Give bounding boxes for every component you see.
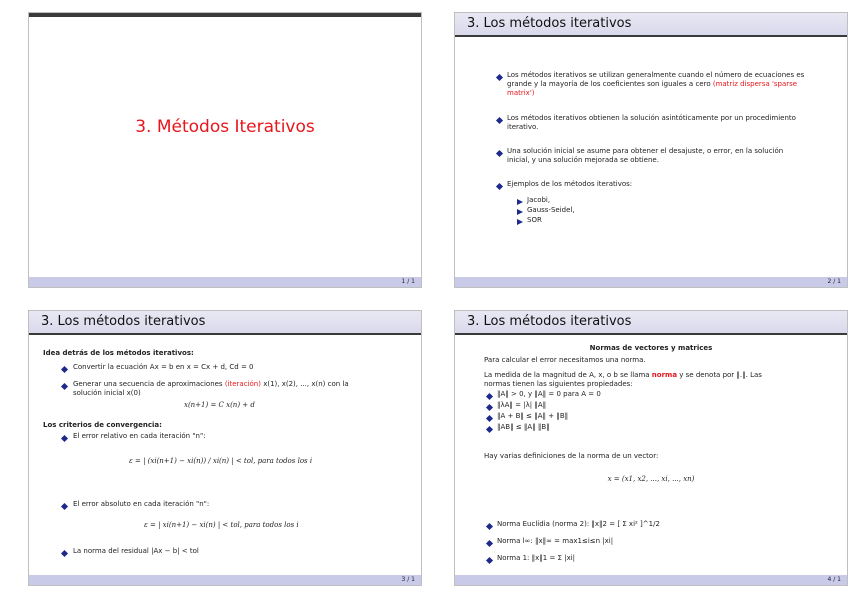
norm-definition: Norma 1: ‖x‖1 = Σ |xi| [497,554,576,562]
slide-2[interactable] [454,12,848,288]
diamond-bullet-icon [486,393,493,400]
diamond-bullet-icon [486,523,493,530]
section-heading: Los criterios de convergencia: [43,421,162,429]
diamond-bullet-icon [61,503,68,510]
paragraph-continued: normas tienen las siguientes propiedades: [484,380,633,388]
norm-definition: Norma Euclídia (norma 2): ‖x‖2 = [ Σ xi² ]^1/2 [497,520,660,528]
page-number: 4 / 1 [827,576,841,583]
slide-header-title: 3. Los métodos iterativos [467,314,632,329]
slide-top-bar [29,13,421,17]
triangle-bullet-icon [517,209,523,215]
bullet-text: Una solución inicial se asume para obtener el desajuste, o error, en la solución inicial, y una solución mejorada se obtiene. [507,147,784,164]
equation: ε = | xi(n+1) − xi(n) | < tol, para todos los i [144,521,299,529]
slide-header [455,311,847,335]
property-item: ‖λA‖ = |λ| ‖A‖ [497,401,547,409]
property-item: ‖AB‖ ≤ ‖A‖ ‖B‖ [497,423,550,431]
page-number: 3 / 1 [401,576,415,583]
paragraph: La medida de la magnitud de A, x, o b se llama norma y se denota por ‖.‖. Las [484,371,762,379]
bullet-text: Ejemplos de los métodos iterativos: [507,180,633,188]
diamond-bullet-icon [496,117,503,124]
diamond-bullet-icon [61,383,68,390]
diamond-bullet-icon [486,557,493,564]
diamond-bullet-icon [61,550,68,557]
equation: ε = | (xi(n+1) − xi(n)) / xi(n) | < tol, para todos los i [129,457,313,465]
highlight-text: (matriz dispersa 'sparse matrix') [507,80,798,97]
diamond-bullet-icon [486,415,493,422]
diamond-bullet-icon [486,540,493,547]
highlight-text: norma [651,371,678,379]
diamond-bullet-icon [486,404,493,411]
slide-header [455,13,847,37]
diamond-bullet-icon [486,426,493,433]
section-heading: Normas de vectores y matrices [589,344,713,352]
page-number: 1 / 1 [401,278,415,285]
slide-header-title: 3. Los métodos iterativos [467,16,632,31]
page-number: 2 / 1 [827,278,841,285]
diamond-bullet-icon [496,183,503,190]
slide-footer [455,575,847,585]
slide-header [29,311,421,335]
bullet-text: Los métodos iterativos obtienen la solución asintóticamente por un procedimiento iterativo. [507,114,796,131]
sub-bullet-text: Jacobi, [527,196,551,204]
property-item: ‖A‖ > 0, y ‖A‖ = 0 para A = 0 [497,390,601,398]
bullet-text: El error absoluto en cada iteración "n": [73,500,210,508]
slide-3[interactable] [28,310,422,586]
bullet-text: La norma del residual |Ax − b| < tol [73,547,199,555]
bullet-text-continued: solución inicial x(0) [73,389,141,397]
highlight-text: (iteración) [224,380,261,388]
vector-definition: x = (x1, x2, ..., xi, ..., xn) [607,475,695,483]
property-item: ‖A + B‖ ≤ ‖A‖ + ‖B‖ [497,412,569,420]
slide-footer [29,277,421,287]
bullet-text: El error relativo en cada iteración "n": [73,432,206,440]
triangle-bullet-icon [517,219,523,225]
diamond-bullet-icon [496,74,503,81]
sub-bullet-text: SOR [527,216,542,224]
bullet-text: Generar una secuencia de aproximaciones (iteración) x(1), x(2), ..., x(n) con la [73,380,349,388]
bullet-text: Convertir la ecuación Ax = b en x = Cx + d, Cd = 0 [73,363,254,371]
paragraph: Hay varias definiciones de la norma de un vector: [484,452,659,460]
sub-bullet-text: Gauss-Seidel, [527,206,575,214]
slide-1[interactable] [28,12,422,288]
slide-footer [455,277,847,287]
slide-4[interactable] [454,310,848,586]
paragraph: Para calcular el error necesitamos una norma. [484,356,646,364]
bullet-text: Los métodos iterativos se utilizan generalmente cuando el número de ecuaciones es grande y la mayoría de los coeficientes son iguales a cero (matriz dispersa 'sparse matrix') [507,71,805,97]
slide-title: 3. Métodos Iterativos [135,117,315,137]
diamond-bullet-icon [61,366,68,373]
diamond-bullet-icon [61,435,68,442]
slide-footer [29,575,421,585]
norm-definition: Norma l∞: ‖x‖∞ = max1≤i≤n |xi| [497,537,614,545]
slide-header-title: 3. Los métodos iterativos [41,314,206,329]
equation: x(n+1) = C x(n) + d [184,401,255,409]
section-heading: Idea detrás de los métodos iterativos: [43,349,194,357]
diamond-bullet-icon [496,150,503,157]
triangle-bullet-icon [517,199,523,205]
